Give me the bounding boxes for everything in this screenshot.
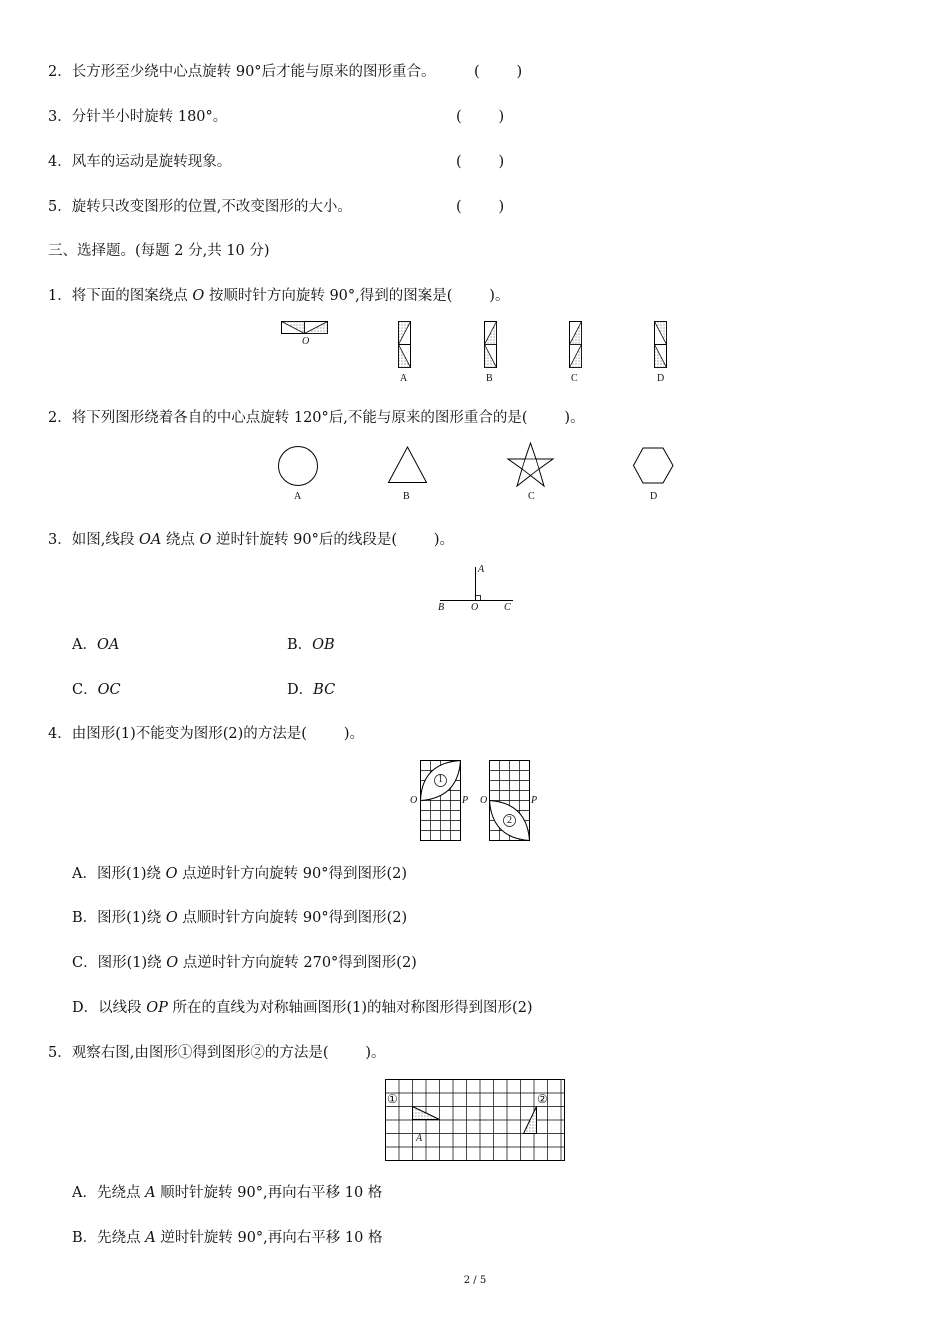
answer-blank[interactable]: ( ) [474,64,523,80]
q1-option-d-figure[interactable] [654,321,668,371]
q2-option-c-label[interactable]: C [528,491,535,502]
q3-label-a: A [478,564,485,575]
q4-fig2-label: 2 [507,815,512,826]
q5-option-b[interactable]: B．先绕点 A 逆时针旋转 90°,再向右平移 10 格 [72,1230,383,1246]
q3-option-b[interactable]: B．OB [287,637,335,653]
q2-circle-figure[interactable] [277,445,321,489]
q1-option-c-figure[interactable] [569,321,583,371]
q1-original-figure [281,321,329,337]
q4-option-c[interactable]: C．图形(1)绕 O 点逆时针方向旋转 270°得到图形(2) [72,955,417,971]
question-4: 4．由图形(1)不能变为图形(2)的方法是( )。 [48,726,364,742]
q3-option-a[interactable]: A．OA [72,637,120,653]
question-3: 3．如图,线段 OA 绕点 O 逆时针旋转 90°后的线段是( )。 [48,532,455,548]
judge-item-2: 2．长方形至少绕中心点旋转 90°后才能与原来的图形重合。 [48,64,436,80]
judge-item-3: 3．分针半小时旋转 180°。 [48,109,228,125]
q4-fig1-label: 1 [438,774,443,785]
answer-blank[interactable]: ( ) [456,154,505,170]
q5-label-1: ① [387,1092,398,1106]
q3-label-c: C [504,602,511,613]
q1-option-b-figure[interactable] [484,321,498,371]
q1-option-c-label[interactable]: C [571,373,578,384]
q1-center-label: O [302,336,310,347]
q3-label-o: O [471,602,479,613]
q2-option-a-label[interactable]: A [294,491,302,502]
q1-option-a-figure[interactable] [398,321,412,371]
q2-star-figure[interactable] [507,442,555,488]
q4-grid-figure-2 [489,760,531,842]
q1-option-b-label[interactable]: B [486,373,493,384]
page-number: 2 / 5 [463,1275,487,1286]
q2-option-b-label[interactable]: B [403,491,410,502]
q3-option-c[interactable]: C．OC [72,682,121,698]
q5-label-2: ② [537,1092,548,1106]
judge-item-5: 5．旋转只改变图形的位置,不改变图形的大小。 [48,199,352,215]
q4-option-a[interactable]: A．图形(1)绕 O 点逆时针方向旋转 90°得到图形(2) [72,866,407,882]
q4-fig2-o: O [480,795,488,806]
q4-option-b[interactable]: B．图形(1)绕 O 点顺时针方向旋转 90°得到图形(2) [72,910,408,926]
q2-triangle-figure[interactable] [386,446,430,486]
answer-blank[interactable]: ( ) [456,199,505,215]
q5-option-a[interactable]: A．先绕点 A 顺时针旋转 90°,再向右平移 10 格 [72,1185,383,1201]
q4-fig1-p: P [462,795,469,806]
q3-label-b: B [438,602,445,613]
question-1: 1．将下面的图案绕点 O 按顺时针方向旋转 90°,得到的图案是( )。 [48,288,510,304]
q4-fig1-o: O [410,795,418,806]
q1-option-a-label[interactable]: A [400,373,408,384]
q1-option-d-label[interactable]: D [657,373,665,384]
q3-option-d[interactable]: D．BC [287,682,336,698]
q2-option-d-label[interactable]: D [650,491,658,502]
q2-hexagon-figure[interactable] [633,447,675,485]
section-title: 三、选择题。(每题 2 分,共 10 分) [48,243,270,259]
question-5: 5．观察右图,由图形①得到图形②的方法是( )。 [48,1045,386,1061]
q5-label-a: A [416,1133,423,1144]
q4-grid-figure-1 [420,760,462,842]
question-2: 2．将下列图形绕着各自的中心点旋转 120°后,不能与原来的图形重合的是( )。 [48,410,585,426]
q4-fig2-p: P [531,795,538,806]
q4-option-d[interactable]: D．以线段 OP 所在的直线为对称轴画图形(1)的轴对称图形得到图形(2) [72,1000,533,1016]
answer-blank[interactable]: ( ) [456,109,505,125]
judge-item-4: 4．风车的运动是旋转现象。 [48,154,232,170]
